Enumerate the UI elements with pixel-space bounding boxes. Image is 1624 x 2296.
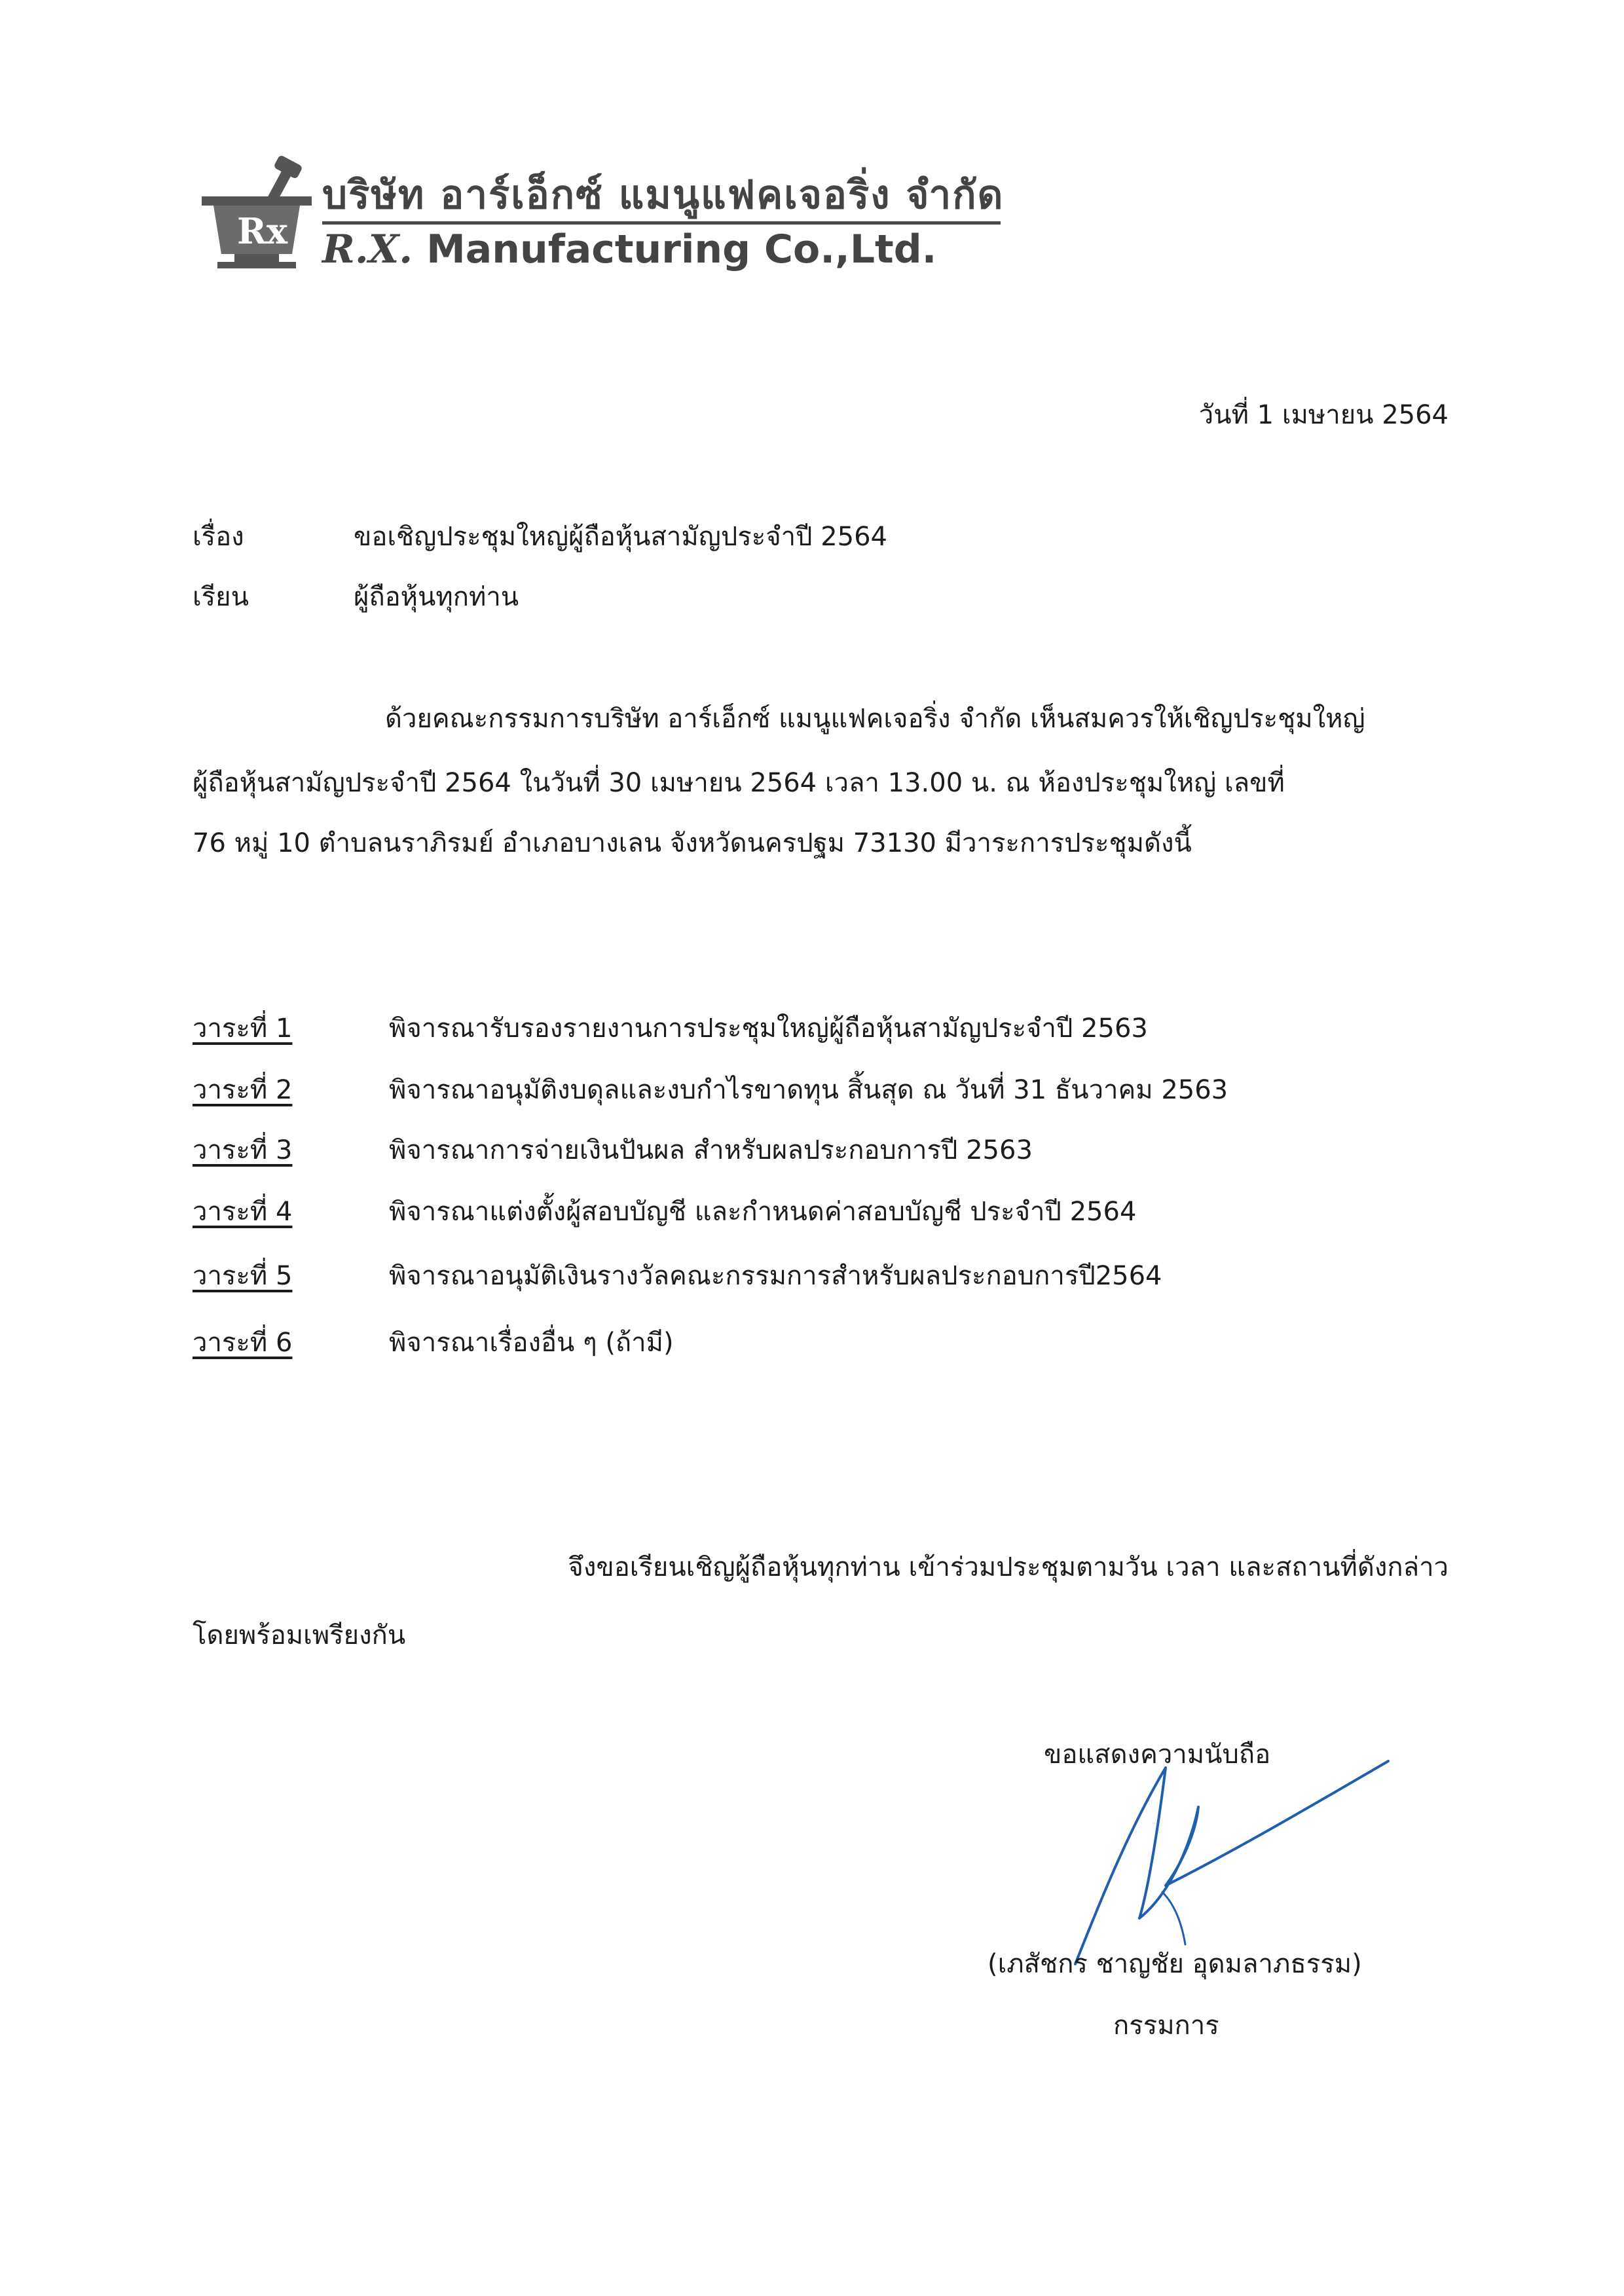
- agenda-key-1: วาระที่ 1: [193, 1013, 293, 1044]
- agenda-item-1: พิจารณารับรองรายงานการประชุมใหญ่ผู้ถือหุ้นสามัญประจำปี 2563: [389, 1013, 1148, 1044]
- logo-rx-mark: Rx: [237, 210, 288, 252]
- agenda-key-2: วาระที่ 2: [193, 1075, 293, 1105]
- letterhead-rule: [322, 221, 1001, 225]
- agenda-item-2: พิจารณาอนุมัติงบดุลและงบกำไรขาดทุน สิ้นสุด ณ วันที่ 31 ธันวาคม 2563: [389, 1075, 1228, 1105]
- company-name-thai: บริษัท อาร์เอ็กซ์ แมนูแฟคเจอริ่ง จำกัด: [322, 172, 1005, 218]
- agenda-key-5: วาระที่ 5: [193, 1261, 293, 1291]
- agenda-item-4: พิจารณาแต่งตั้งผู้สอบบัญชี และกำหนดค่าสอบบัญชี ประจำปี 2564: [389, 1197, 1137, 1227]
- regards-text: ขอแสดงความนับถือ: [1044, 1740, 1271, 1770]
- closing-line-1: จึงขอเรียนเชิญผู้ถือหุ้นทุกท่าน เข้าร่วมประชุมตามวัน เวลา และสถานที่ดังกล่าว: [568, 1552, 1449, 1582]
- agenda-item-3: พิจารณาการจ่ายเงินปันผล สำหรับผลประกอบการปี 2563: [389, 1135, 1033, 1165]
- agenda-item-5: พิจารณาอนุมัติเงินรางวัลคณะกรรมการสำหรับผลประกอบการปี2564: [389, 1261, 1162, 1291]
- agenda-item-6: พิจารณาเรื่องอื่น ๆ (ถ้ามี): [389, 1328, 674, 1358]
- signatory-name: (เภสัชกร ชาญชัย อุดมลาภธรรม): [987, 1949, 1362, 1979]
- handwritten-signature-icon: [1035, 1728, 1401, 1971]
- company-logo: [198, 156, 316, 270]
- body-line-1: ด้วยคณะกรรมการบริษัท อาร์เอ็กซ์ แมนูแฟคเจอริ่ง จำกัด เห็นสมควรให้เชิญประชุมใหญ่: [385, 704, 1365, 734]
- recipient-text: ผู้ถือหุ้นทุกท่าน: [354, 582, 519, 612]
- body-line-3: 76 หมู่ 10 ตำบลนราภิรมย์ อำเภอบางเลน จังหวัดนครปฐม 73130 มีวาระการประชุมดังนี้: [193, 828, 1192, 858]
- agenda-key-3: วาระที่ 3: [193, 1135, 293, 1165]
- mortar-and-pestle-rx-logo-icon: [198, 156, 316, 270]
- recipient-label: เรียน: [193, 582, 249, 612]
- letter-date: วันที่ 1 เมษายน 2564: [1198, 400, 1449, 430]
- agenda-key-6: วาระที่ 6: [193, 1328, 293, 1358]
- signatory-title: กรรมการ: [1113, 2011, 1219, 2041]
- agenda-key-4: วาระที่ 4: [193, 1197, 293, 1227]
- body-line-2: ผู้ถือหุ้นสามัญประจำปี 2564 ในวันที่ 30 เมษายน 2564 เวลา 13.00 น. ณ ห้องประชุมใหญ่ เลขที่: [193, 768, 1285, 798]
- subject-text: ขอเชิญประชุมใหญ่ผู้ถือหุ้นสามัญประจำปี 2564: [354, 522, 887, 552]
- company-en-mark: R.X.: [322, 227, 413, 272]
- company-en-rest: Manufacturing Co.,Ltd.: [413, 227, 937, 272]
- company-name-english: [322, 227, 936, 272]
- closing-line-2: โดยพร้อมเพรียงกัน: [193, 1620, 406, 1650]
- subject-label: เรื่อง: [193, 522, 244, 552]
